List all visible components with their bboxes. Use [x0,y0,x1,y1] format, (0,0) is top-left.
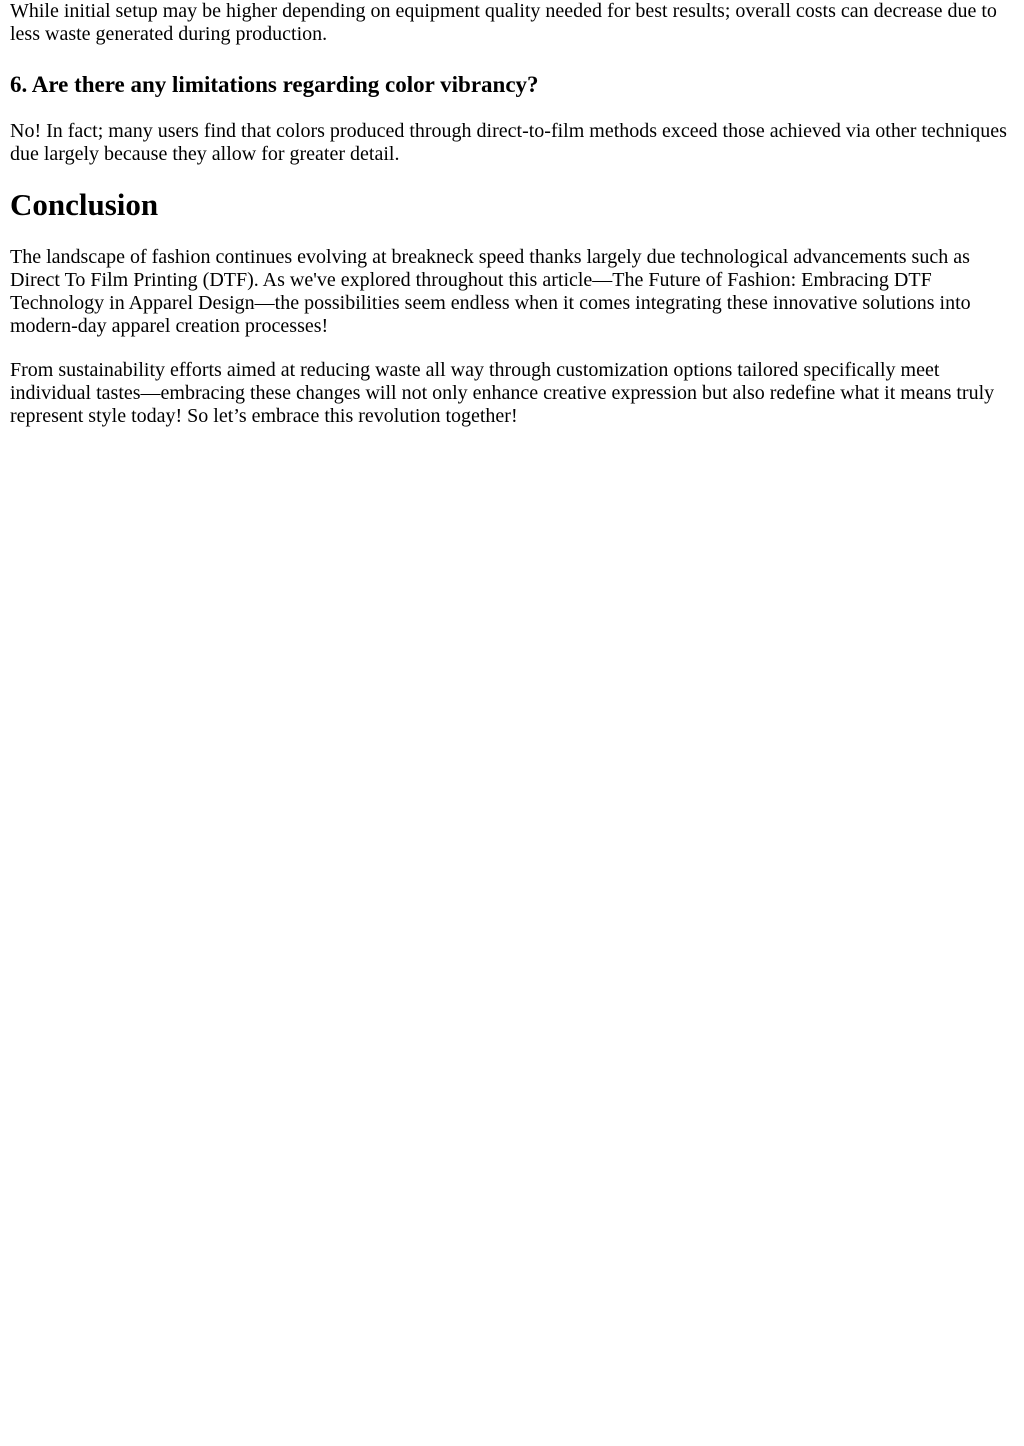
article-content [10,0,1014,428]
conclusion-heading: Conclusion [10,187,159,222]
conclusion-paragraph: The landscape of fashion continues evolving at breakneck speed thanks largely due technological advancements such as Direct To Film Printing (DTF). As we've explored throughout this article—The Future of Fashion: Embracing DTF Technology in Apparel Design—the possibilities seem endless when it comes integrating these innovative solutions into modern-day apparel creation processes! [10,246,971,337]
faq-answer: No! In fact; many users find that colors produced through direct-to-film methods exceed those achieved via other techniques due largely because they allow for greater detail. [10,120,1007,165]
faq-heading: 6. Are there any limitations regarding color vibrancy? [10,72,539,97]
intro-paragraph: While initial setup may be higher depending on equipment quality needed for best results; overall costs can decrease due to less waste generated during production. [10,0,997,45]
conclusion-paragraph: From sustainability efforts aimed at reducing waste all way through customization options tailored specifically meet individual tastes—embracing these changes will not only enhance creative expression but also redefine what it means truly represent style today! So let’s embrace this revolution together! [10,359,995,427]
